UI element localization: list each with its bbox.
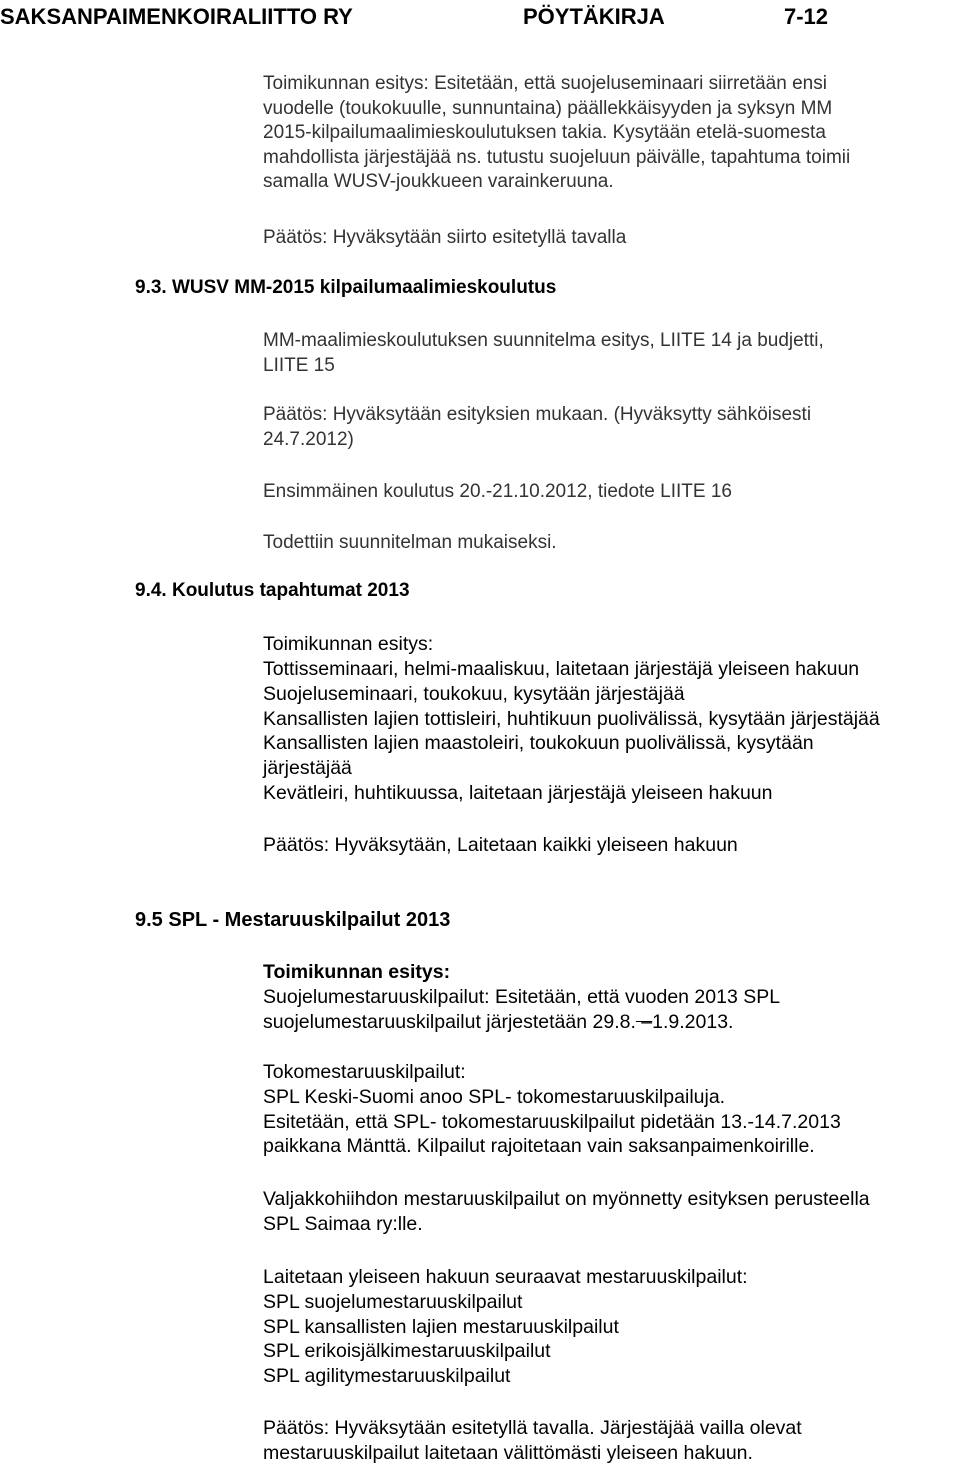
section-9-5-valjakko: Valjakkohiihdon mestaruuskilpailut on myönnetty esityksen perusteella SPL Saimaa ry:lle. bbox=[263, 1188, 870, 1235]
section-9-4-heading: 9.4. Koulutus tapahtumat 2013 bbox=[135, 580, 410, 601]
section-9-5-open-hakuun: Laitetaan yleiseen hakuun seuraavat mestaruuskilpailut: SPL suojelumestaruuskilpailut SPL kansallisten lajien mestaruuskilpailut SPL erikoisjälkimestaruuskilpailut SPL agilitymestaruuskilpailut bbox=[263, 1266, 748, 1388]
page-number: 7-12 bbox=[784, 4, 829, 29]
suojelu-text: Suojelumestaruuskilpailut: Esitetään, että vuoden 2013 SPL suojelumestaruuskilpailut järjestetään 29.8. bbox=[263, 986, 781, 1033]
section-9-4-decision: Päätös: Hyväksytään, Laitetaan kaikki yleiseen hakuun bbox=[263, 834, 738, 856]
organization-name: SAKSANPAIMENKOIRALIITTO RY bbox=[0, 4, 353, 29]
section-9-5-proposal-label: Toimikunnan esitys: bbox=[263, 961, 451, 983]
section-9-5-toko: Tokomestaruuskilpailut: SPL Keski-Suomi anoo SPL- tokomestaruuskilpailuja. Esitetään, että SPL- tokomestaruuskilpailut pidetään 13.-14.7.2013 paikkana Mänttä. Kilpailut rajoitetaan vain saksanpaimenkoirille. bbox=[263, 1061, 841, 1158]
intro-proposal: Toimikunnan esitys: Esitetään, että suojeluseminaari siirretään ensi vuodelle (toukokuulle, sunnuntaina) päällekkäisyyden ja syksyn MM 2015-kilpailumaalimieskoulutuksen takia. Kysytään etelä-suomesta mahdollista järjestäjää ns. tutustu suojeluun päivälle, tapahtuma toimii samalla WUSV-joukkueen varainkeruuna. bbox=[263, 73, 851, 193]
section-9-3-first-course: Ensimmäinen koulutus 20.-21.10.2012, tiedote LIITE 16 bbox=[263, 481, 732, 502]
document-type: PÖYTÄKIRJA bbox=[523, 4, 665, 29]
section-9-5-suojelu bbox=[263, 985, 780, 1035]
suojelu-dash: – bbox=[635, 1010, 653, 1033]
section-9-3-plan: MM-maalimieskoulutuksen suunnitelma esitys, LIITE 14 ja budjetti, LIITE 15 bbox=[263, 330, 824, 376]
section-9-5-heading: 9.5 SPL - Mestaruuskilpailut 2013 bbox=[135, 909, 451, 931]
intro-decision: Päätös: Hyväksytään siirto esitetyllä tavalla bbox=[263, 227, 627, 248]
section-9-4-items: Tottisseminaari, helmi-maaliskuu, laitetaan järjestäjä yleiseen hakuun Suojeluseminaari, toukokuu, kysytään järjestäjää Kansallisten lajien tottisleiri, huhtikuun puolivälissä, kysytään järjestäjää Kansallisten lajien maastoleiri, toukokuun puolivälissä, kysytään järjestäjää Kevätleiri, huhtikuussa, laitetaan järjestäjä yleiseen hakuun bbox=[263, 658, 880, 804]
suojelu-date-end: 1.9.2013. bbox=[652, 1010, 734, 1033]
section-9-5-decision: Päätös: Hyväksytään esitetyllä tavalla. Järjestäjää vailla olevat mestaruuskilpailut laitetaan välittömästi yleiseen hakuun. bbox=[263, 1417, 802, 1464]
section-9-4-proposal-label: Toimikunnan esitys: bbox=[263, 633, 434, 655]
section-9-3-heading: 9.3. WUSV MM-2015 kilpailumaalimieskoulutus bbox=[135, 277, 557, 298]
section-9-3-decision: Päätös: Hyväksytään esityksien mukaan. (Hyväksytty sähköisesti 24.7.2012) bbox=[263, 404, 812, 450]
section-9-3-noted: Todettiin suunnitelman mukaiseksi. bbox=[263, 532, 557, 553]
